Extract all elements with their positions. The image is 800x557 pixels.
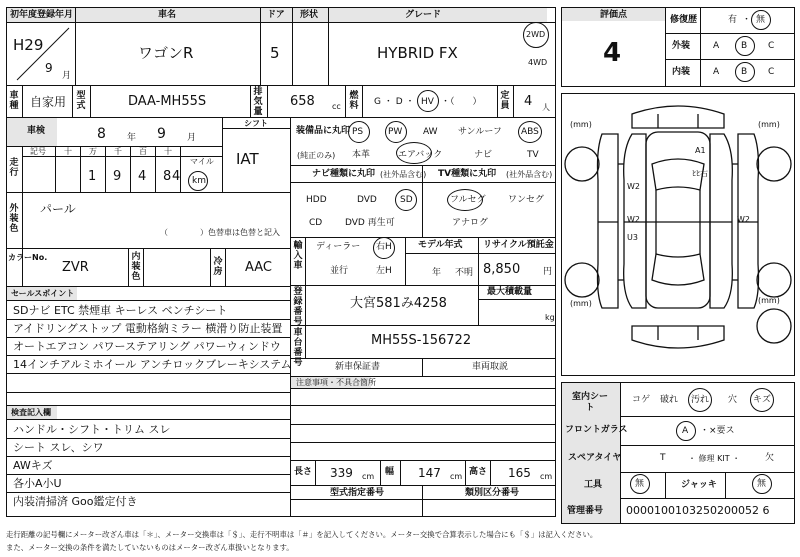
height-value: 165: [508, 466, 531, 480]
int-grade-label: 内装: [672, 67, 691, 77]
mileage-digit-4: 4: [138, 169, 147, 184]
jack-label: ジャッキ: [681, 480, 717, 490]
selling-point-2: アイドリングストップ 電動格納ミラー 横滑り防止装置: [13, 322, 283, 335]
equip-aw: AW: [423, 127, 438, 137]
ext-color-value: パール: [40, 202, 76, 216]
max-load-unit: kg: [545, 313, 555, 322]
footer-line-1: 走行距離の記号欄にメーター改ざん車は「＊」、メーター交換車は「＄」、走行不明車は「＃」を記入してください。メーター交換で合算表示した場合にも「＄」は記入ください。: [6, 530, 598, 539]
mileage-sign-label: 記号: [30, 147, 46, 156]
equip-navi: ナビ: [474, 150, 493, 160]
mileage-digit-3: 9: [113, 169, 122, 184]
inspection-year: 8: [97, 126, 106, 142]
width-unit: cm: [450, 472, 463, 481]
navi-dvd-play: DVD 再生可: [345, 218, 395, 228]
history-no: 無: [756, 15, 766, 25]
ac-value: AAC: [245, 260, 272, 275]
selling-point-4: 14インチアルミホイール アンチロックブレーキシステム: [13, 358, 292, 371]
reg-month: 9: [45, 61, 53, 75]
height-unit: cm: [540, 472, 553, 481]
capacity-unit: 人: [542, 103, 550, 112]
model-year-unit: 年: [432, 268, 442, 278]
displacement-label: 排気量: [253, 87, 263, 117]
inspector-line-4: 各小A小U: [13, 477, 62, 490]
spare-kit: ・ 修理 KIT ・: [688, 454, 741, 463]
warranty-label: 新車保証書: [335, 362, 381, 372]
seat-opt-1: コゲ: [632, 395, 651, 405]
digit-label-1: 十: [64, 147, 72, 156]
max-load-label: 最大積載量: [487, 287, 533, 297]
cc-unit: cc: [332, 102, 341, 111]
seat-opt-5: キズ: [753, 395, 771, 405]
tv-label: TV種類に丸印: [438, 169, 497, 179]
capacity-label: 定員: [500, 91, 510, 111]
length-label: 長さ: [294, 467, 313, 477]
mileage-unit-label: マイル: [190, 157, 214, 166]
usage-label: 車種: [9, 91, 19, 111]
width-label: 幅: [385, 467, 395, 477]
equipment-label: 装備品に丸印: [296, 126, 351, 136]
digit-label-2: 万: [89, 147, 97, 156]
inspection-month-unit: 月: [187, 133, 197, 143]
int-grade-b: B: [741, 67, 748, 77]
diagram-mm-1: (mm): [570, 120, 592, 129]
fuel-selected: HV: [421, 97, 434, 107]
model-value: DAA-MH55S: [128, 94, 207, 109]
windshield-rest: ・×要ス: [700, 426, 735, 436]
import-label: 輸入車: [293, 241, 303, 271]
history-label: 修復歴: [670, 15, 698, 25]
inspector-line-3: AWキズ: [13, 459, 53, 472]
seat-opt-4: 穴: [728, 395, 738, 405]
plate-value: 大宮581み4258: [350, 296, 447, 311]
diagram-mark-w2a: W2: [627, 182, 640, 191]
digit-label-4: 百: [139, 147, 147, 156]
import-left: 左H: [376, 266, 392, 276]
inspector-label: 検査記入欄: [11, 408, 51, 417]
doors-label: ドア: [267, 10, 285, 20]
diagram-mark-w2c: W2: [737, 215, 750, 224]
class-no-label: 類別区分番号: [465, 488, 520, 498]
grade-value: HYBRID FX: [377, 44, 458, 62]
inspection-year-unit: 年: [127, 133, 137, 143]
mgmt-label: 管理番号: [567, 506, 604, 516]
selling-point-3: オートエアコン パワーステアリング パワーウィンドウ: [13, 340, 281, 353]
type-cert-label: 型式指定番号: [330, 488, 385, 498]
grade-label: グレード: [405, 10, 442, 20]
spare-t: T: [660, 453, 666, 463]
car-name-label: 車名: [158, 10, 177, 20]
car-diagram-drawing: [562, 94, 794, 375]
import-right: 右H: [376, 242, 392, 252]
spare-none: 欠: [765, 453, 775, 463]
seat-opt-2: 破れ: [660, 395, 679, 405]
capacity-value: 4: [524, 94, 533, 109]
score-label: 評価点: [600, 10, 628, 20]
int-grade-a: A: [713, 67, 720, 77]
height-label: 高さ: [469, 467, 488, 477]
chassis-label: 車台番号: [293, 328, 303, 368]
navi-sd: SD: [400, 195, 413, 205]
ext-color-label: 外装色: [9, 204, 19, 234]
inspector-line-2: シート スレ、シワ: [13, 441, 104, 454]
windshield-label: フロントガラス: [565, 425, 628, 435]
equip-ps: PS: [352, 127, 364, 137]
mileage-digit-5: 8: [163, 169, 172, 184]
color-no-value: ZVR: [62, 260, 89, 275]
seat-label: 室内シート: [571, 392, 608, 413]
fuel-other: ・（ ）: [441, 97, 482, 107]
body-type-label: 形状: [300, 10, 319, 20]
drive-4wd: 4WD: [528, 58, 548, 67]
import-parallel: 並行: [330, 266, 349, 276]
diagram-mark-k: ﾋﾋ右: [692, 169, 708, 178]
navi-hdd: HDD: [306, 195, 327, 205]
equip-airbag: エアバック: [398, 150, 443, 160]
int-grade-c: C: [768, 67, 775, 77]
shift-value: IAT: [236, 150, 259, 168]
manual-label: 車両取説: [472, 362, 509, 372]
diagram-mm-3: (mm): [570, 299, 592, 308]
navi-cd: CD: [309, 218, 323, 228]
navi-label: ナビ種類に丸印: [312, 169, 376, 179]
score-value: 4: [603, 38, 622, 68]
usage-value: 自家用: [30, 95, 67, 109]
tv-analog: アナログ: [452, 218, 489, 228]
model-label: 型式: [76, 91, 86, 111]
length-unit: cm: [362, 472, 375, 481]
equip-pw: PW: [388, 127, 403, 137]
interior-color-label: 内装色: [131, 252, 141, 282]
inspector-line-5: 内装清掃済 Goo鑑定付き: [13, 495, 138, 508]
footer-line-2: また、メーター交換の条件を満たしていないものはメーター改ざん車扱いとなります。: [6, 543, 294, 552]
equip-sunroof: サンルーフ: [458, 127, 502, 137]
length-value: 339: [330, 466, 353, 480]
inspector-line-1: ハンドル・シフト・トリム スレ: [13, 423, 171, 436]
model-year-label: モデル年式: [418, 240, 463, 250]
tools-label: 工具: [584, 480, 603, 490]
reg-month-unit: 月: [62, 71, 72, 81]
reg-era-year: H29: [13, 36, 44, 54]
equipment-sub: (純正のみ): [297, 151, 336, 160]
selling-point-1: SDナビ ETC 禁煙車 キーレス ベンチシート: [13, 304, 228, 317]
chassis-value: MH55S-156722: [371, 333, 472, 348]
fuel-options: G ・ D ・: [374, 97, 415, 107]
ext-grade-a: A: [713, 41, 720, 51]
ext-grade-c: C: [768, 41, 775, 51]
spare-label: スペアタイヤ: [568, 453, 622, 463]
doors-value: 5: [270, 44, 280, 62]
recycle-value: 8,850: [483, 262, 521, 277]
seat-opt-3: 汚れ: [691, 395, 710, 405]
tools-none: 無: [635, 479, 645, 489]
digit-label-5: 十: [164, 147, 172, 156]
ext-grade-b: B: [741, 41, 748, 51]
inspection-label: 車検: [27, 126, 46, 136]
history-sep: ・: [742, 15, 752, 25]
jack-none: 無: [757, 479, 767, 489]
color-no-label: カラーNo.: [8, 253, 48, 262]
mileage-digit-2: 1: [88, 169, 97, 184]
diagram-mark-u3: U3: [627, 233, 638, 242]
diagram-mm-4: (mm): [758, 296, 780, 305]
car-name-value: ワゴンR: [138, 44, 194, 62]
plate-label: 登録番号: [293, 287, 303, 327]
ac-label: 冷房: [213, 257, 223, 277]
equip-abs: ABS: [521, 127, 539, 137]
tv-oneseg: ワンセグ: [508, 195, 545, 205]
digit-label-3: 千: [114, 147, 122, 156]
navi-sub: (社外品含む): [380, 170, 427, 179]
diagram-mark-w2b: W2: [627, 215, 640, 224]
inspection-month: 9: [157, 126, 166, 142]
mileage-digit-6: 4: [172, 169, 181, 184]
reg-year-label: 初年度登録年月: [10, 10, 74, 20]
notes-label: 注意事項・不具合箇所: [296, 378, 376, 387]
diagram-mark-a1: A1: [695, 146, 706, 155]
mgmt-value: 0000100103250200052 6: [626, 504, 770, 517]
equip-leather: 本革: [352, 150, 371, 160]
history-yes: 有: [728, 15, 738, 25]
import-dealer: ディーラー: [316, 242, 361, 252]
tv-sub: (社外品含む): [506, 170, 553, 179]
fuel-label: 燃料: [349, 91, 359, 111]
ext-color-note: （ ）色替車は色替と記入: [160, 228, 280, 237]
recycle-label: リサイクル預託金: [483, 240, 554, 250]
mileage-unit: km: [192, 176, 206, 186]
equip-tv: TV: [527, 150, 539, 160]
diagram-mm-2: (mm): [758, 120, 780, 129]
ext-grade-label: 外装: [672, 41, 691, 51]
tv-fullseg: フルセグ: [450, 195, 486, 205]
shift-label: シフト: [244, 119, 268, 128]
navi-dvd: DVD: [357, 195, 377, 205]
displacement-value: 658: [290, 94, 315, 109]
mileage-label: 走行: [9, 158, 19, 178]
recycle-unit: 円: [543, 267, 553, 277]
selling-points-label: セールスポイント: [11, 289, 75, 298]
windshield-a: A: [682, 426, 689, 436]
width-value: 147: [418, 466, 441, 480]
drive-2wd: 2WD: [526, 30, 546, 39]
model-year-unknown: 不明: [455, 268, 474, 278]
